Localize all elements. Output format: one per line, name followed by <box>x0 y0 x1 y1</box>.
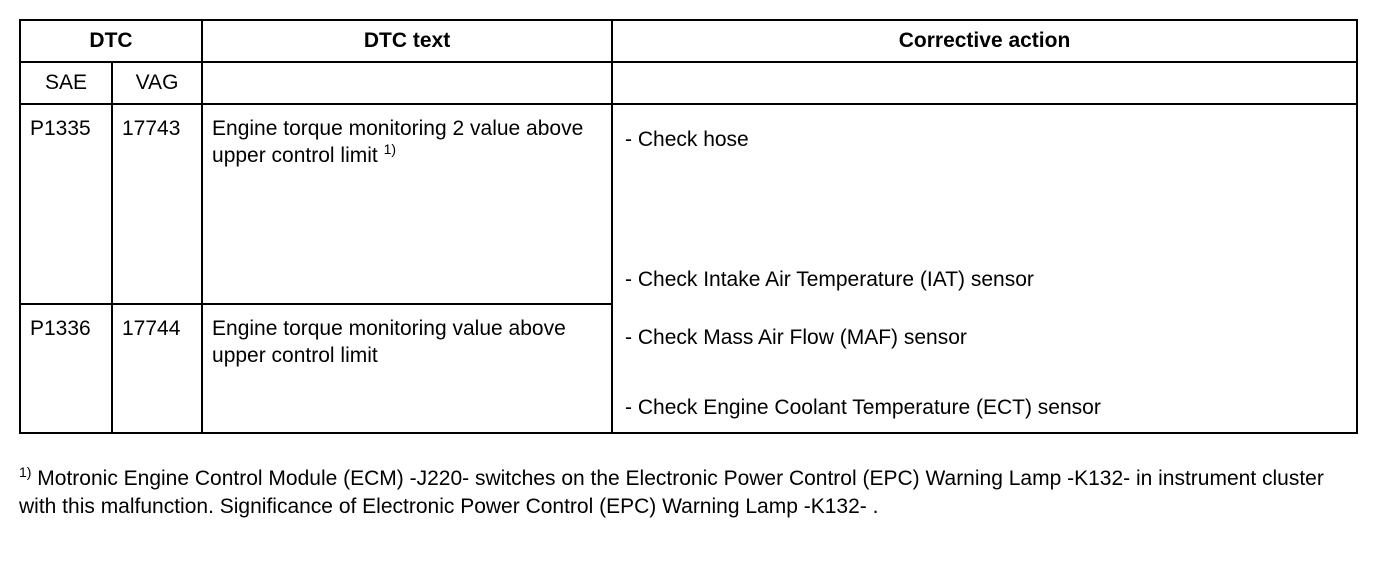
dtc-table <box>19 19 1358 434</box>
header-dtc-text: DTC text <box>202 20 612 62</box>
footnote-text: Motronic Engine Control Module (ECM) -J220- switches on the Electronic Power Control (EPC) Warning Lamp -K132- in instrument cluster with this malfunction. Significance of Electronic Power Control (EPC) Warning Lamp -K132- . <box>19 467 1324 518</box>
footnote-ref: 1) <box>383 141 397 158</box>
vag-code: 17744 <box>112 304 202 433</box>
header-corrective-action: Corrective action <box>612 20 1357 62</box>
action-check-iat-sensor: - Check Intake Air Temperature (IAT) sensor <box>625 268 1034 291</box>
action-check-hose: - Check hose <box>625 128 749 151</box>
footnote-marker: 1) <box>19 464 32 480</box>
dtc-text-cell <box>202 104 612 304</box>
sae-code: P1335 <box>20 104 112 304</box>
vag-code: 17743 <box>112 104 202 304</box>
subheader-row <box>20 62 1357 104</box>
action-check-ect-sensor: - Check Engine Coolant Temperature (ECT) sensor <box>625 396 1101 419</box>
footnote <box>19 465 1349 521</box>
dtc-text: Engine torque monitoring 2 value above upper control limit <box>212 117 584 168</box>
action-check-maf-sensor: - Check Mass Air Flow (MAF) sensor <box>625 326 967 349</box>
dtc-text: Engine torque monitoring value above upper control limit <box>202 304 612 433</box>
corrective-action-cell <box>612 104 1357 433</box>
header-dtc: DTC <box>20 20 202 62</box>
header-row <box>20 20 1357 62</box>
subheader-empty-text <box>202 62 612 104</box>
header-sae: SAE <box>20 62 112 104</box>
subheader-empty-action <box>612 62 1357 104</box>
table-row <box>20 104 1357 304</box>
header-vag: VAG <box>112 62 202 104</box>
sae-code: P1336 <box>20 304 112 433</box>
